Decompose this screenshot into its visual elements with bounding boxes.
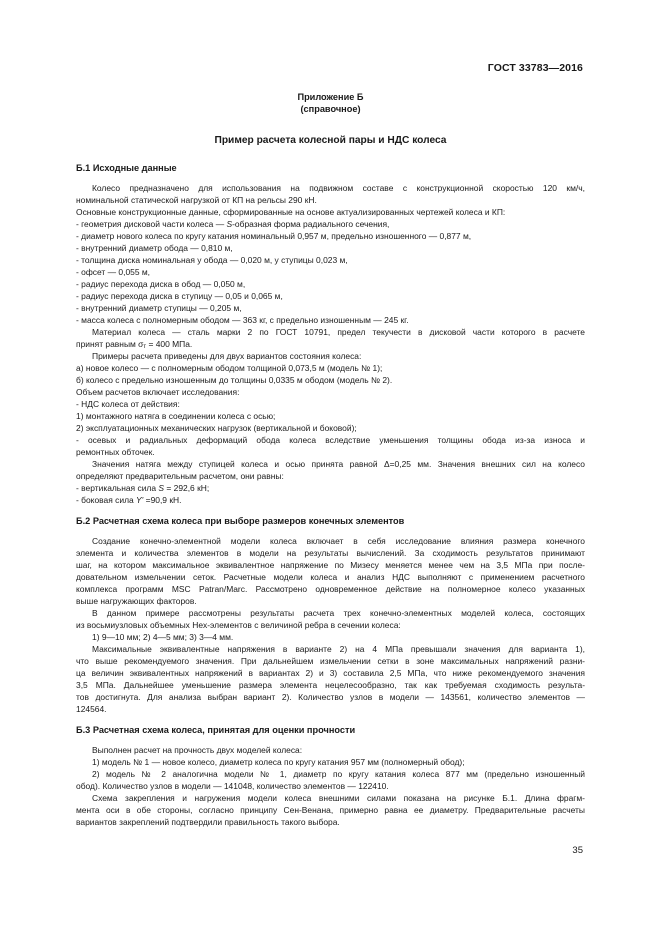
italic-symbol: Y'	[136, 495, 144, 505]
list-item: - внутренний диаметр обода — 0,810 м,	[76, 243, 233, 253]
italic-symbol: S	[226, 219, 233, 229]
section-heading-b3: Б.3 Расчетная схема колеса, принятая для оценки прочности	[76, 725, 356, 735]
text-run: = 292,6 кН;	[164, 483, 210, 493]
paragraph-line: элемента и количества элементов в модели на результаты вычислений. За сходимость результатов принимают	[76, 548, 585, 558]
paragraph-line: Максимальные эквивалентные напряжения в варианте 2) на 4 МПа превышали значения для варианта 1),	[92, 644, 585, 654]
list-item: - офсет — 0,055 м,	[76, 267, 151, 277]
paragraph-line: Объем расчетов включает исследования:	[76, 387, 240, 397]
paragraph-line: 124564.	[76, 704, 107, 714]
paragraph-line: Схема закрепления и нагружения модели колеса внешними силами показана на рисунке Б.1. Длина фрагм-	[92, 793, 585, 803]
paragraph-line: обод). Количество узлов в модели — 141048, количество элементов — 122410.	[76, 781, 389, 791]
text-run: - боковая сила	[76, 495, 137, 505]
paragraph-line: Основные конструкционные данные, сформированные на основе актуализированных чертежей колеса и КП:	[76, 207, 506, 217]
paragraph-line: Колесо предназначено для использования на подвижном составе с конструкционной скоростью 120 км/ч,	[92, 183, 585, 193]
section-heading-b2: Б.2 Расчетная схема колеса при выборе размеров конечных элементов	[76, 516, 405, 526]
paragraph-line: тов достигнута. Для анализа выбран вариант 2). Количество узлов в модели — 143561, количество элементов —	[76, 692, 585, 702]
paragraph-line: выше нагружающих факторов.	[76, 596, 197, 606]
paragraph-line: Значения натяга между ступицей колеса и осью принята равной Δ=0,25 мм. Значения внешних сил на колесо	[92, 459, 585, 469]
paragraph-line: Выполнен расчет на прочность двух моделей колеса:	[92, 745, 303, 755]
text-run: - вертикальная сила	[76, 483, 159, 493]
paragraph-line: довательном измельчении сеток. Расчетные модели колеса и анализ НДС выполняют с применением расчетного	[76, 572, 585, 582]
paragraph-line: Примеры расчета приведены для двух вариантов состояния колеса:	[92, 351, 362, 361]
paragraph-line: мента оси в обе стороны, согласно принципу Сен-Венана, примерно равна ее диаметру. Предварительные расчеты	[76, 805, 585, 815]
subscript: т	[143, 344, 147, 350]
list-item	[76, 494, 181, 506]
list-item: - осевых и радиальных деформаций обода колеса вследствие уменьшения толщины обода из-за износа и	[76, 435, 585, 445]
paragraph-line: номинальной статической нагрузкой от КП на рельсы 290 кН.	[76, 195, 317, 205]
list-item: - радиус перехода диска в обод — 0,050 м,	[76, 279, 246, 289]
list-item: 1) монтажного натяга в соединении колеса с осью;	[76, 411, 276, 421]
text-run: -образная форма радиального сечения,	[232, 219, 390, 229]
paragraph-line: определяют предварительным расчетом, они равны:	[76, 471, 284, 481]
text-run: принят равным σ	[76, 339, 144, 349]
paragraph-line: шаг, на котором максимальное эквивалентное напряжение по Мизесу меняется менее чем на 3,5 МПа при после-	[76, 560, 585, 570]
list-item: б) колесо с предельно изношенным до толщины 0,0335 м ободом (модель № 2).	[76, 375, 393, 385]
list-item: 2) модель № 2 аналогична модели № 1, диаметр по кругу катания колеса 877 мм (предельно изношенный	[92, 769, 585, 779]
list-item: - внутренний диаметр ступицы — 0,205 м,	[76, 303, 242, 313]
text-run: = 400 МПа.	[146, 339, 193, 349]
list-item: - диаметр нового колеса по кругу катания номинальный 0,957 м, предельно изношенного — 0,877 м,	[76, 231, 472, 241]
text-run: =90,9 кН.	[143, 495, 182, 505]
list-item: 1) модель № 1 — новое колесо, диаметр колеса по кругу катания 957 мм (полномерный обод);	[92, 757, 465, 767]
list-item: - радиус перехода диска в ступицу — 0,05 и 0,065 м,	[76, 291, 283, 301]
list-item: а) новое колесо — с полномерным ободом толщиной 0,073,5 м (модель № 1);	[76, 363, 383, 373]
list-item	[76, 482, 209, 494]
standard-number: ГОСТ 33783—2016	[487, 62, 583, 74]
paragraph-line: комплекса программ MSC Patran/Marc. Рассмотрено одновременное действие на полномерное колесо указанных	[76, 584, 585, 594]
paragraph-line: В данном примере рассмотрены результаты расчета трех конечно-элементных моделей колеса, состоящих	[92, 608, 585, 618]
paragraph-line: что выше рекомендуемого значения. При дальнейшем измельчении сетки в зоне максимальных напряжений разни-	[76, 656, 585, 666]
list-item: 2) эксплуатационных механических нагрузок (вертикальной и боковой);	[76, 423, 357, 433]
document-title: Пример расчета колесной пары и НДС колеса	[214, 135, 447, 146]
paragraph-line: Создание конечно-элементной модели колеса включает в себя исследование влияния размера конечного	[92, 536, 585, 546]
list-item: - масса колеса с полномерным ободом — 363 кг, с предельно изношенным — 245 кг.	[76, 315, 409, 325]
paragraph-line: Материал колеса — сталь марки 2 по ГОСТ 10791, предел текучести в дисковой части которого в расчете	[92, 327, 585, 337]
paragraph-line: 3,5 МПа. Дальнейшее уменьшение размера элемента нецелесообразно, так как требуемая сходимость результа-	[76, 680, 585, 690]
paragraph-line: вариантов закреплений подтвердили правильность такого выбора.	[76, 817, 340, 827]
paragraph-line: ремонтных обточек.	[76, 447, 155, 457]
paragraph-line: из восьмиузловых объемных Hex-элементов с величиной ребра в сечении колеса:	[76, 620, 401, 630]
text-run: - геометрия дисковой части колеса —	[76, 219, 227, 229]
list-item	[76, 218, 389, 230]
section-heading-b1: Б.1 Исходные данные	[76, 163, 177, 173]
page-number: 35	[572, 845, 583, 856]
appendix-title: Приложение Б	[297, 92, 364, 102]
paragraph-line: ца величин эквивалентных напряжений в вариантах 2) и 3) составила 2,5 МПа, что ниже рекомендуемого значения	[76, 668, 585, 678]
list-item: - толщина диска номинальная у обода — 0,020 м, у ступицы 0,023 м,	[76, 255, 348, 265]
list-item: - НДС колеса от действия:	[76, 399, 180, 409]
italic-symbol: S	[158, 483, 165, 493]
appendix-subtitle: (справочное)	[300, 104, 361, 114]
paragraph-line: 1) 9—10 мм; 2) 4—5 мм; 3) 3—4 мм.	[92, 632, 234, 642]
